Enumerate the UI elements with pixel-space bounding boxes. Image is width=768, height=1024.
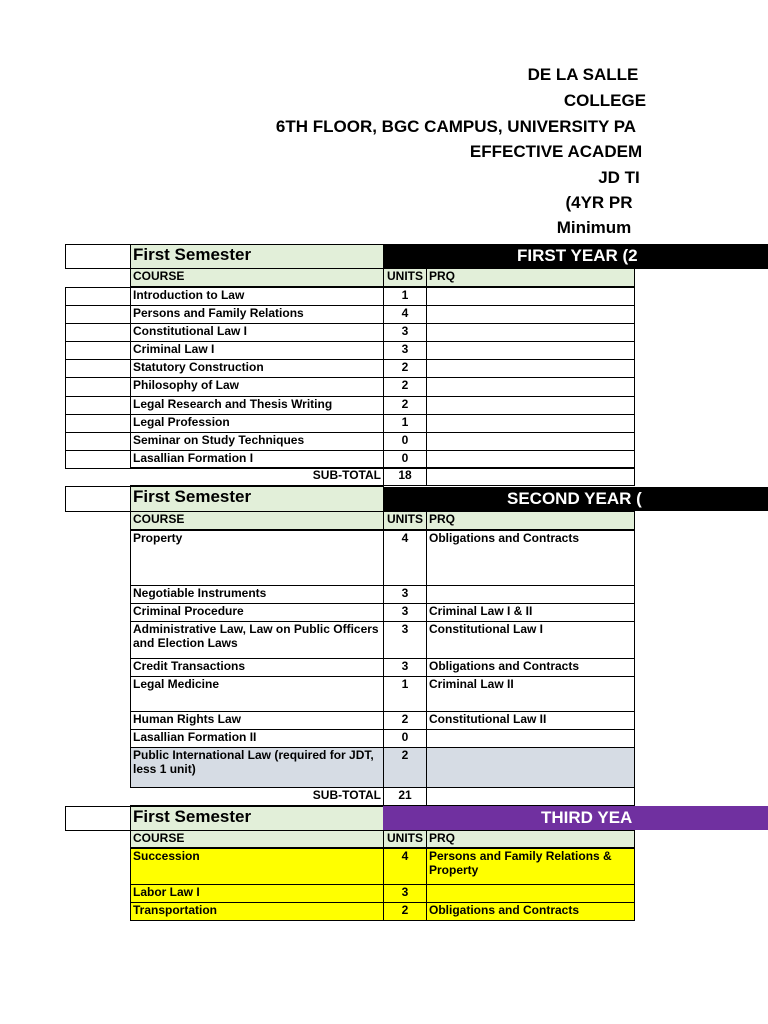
header-line-1: DE LA SALLE (527, 65, 639, 84)
course-prq (426, 323, 635, 342)
course-name: Philosophy of Law (130, 377, 384, 397)
course-name: Legal Research and Thesis Writing (130, 396, 384, 415)
year-bar (383, 244, 768, 269)
course-prq (426, 287, 635, 306)
col-header-course: COURSE (130, 268, 384, 287)
course-prq: Criminal Law II (426, 676, 635, 712)
course-units: 3 (383, 658, 427, 677)
course-prq: Obligations and Contracts (426, 658, 635, 677)
course-name: Persons and Family Relations (130, 305, 384, 324)
course-name: Criminal Law I (130, 341, 384, 360)
course-name: Transportation (130, 902, 384, 921)
year-bar (383, 806, 768, 830)
subtotal-value: 18 (383, 467, 427, 486)
semester-title: First Semester (130, 806, 384, 831)
course-prq (426, 747, 635, 788)
course-prq: Constitutional Law II (426, 711, 635, 730)
header-line-4: EFFECTIVE ACADEM (469, 142, 643, 161)
course-prq: Constitutional Law I (426, 621, 635, 659)
col-header-prq: PRQ (426, 268, 635, 287)
row-left-spacer (65, 486, 131, 512)
course-name: Property (130, 530, 384, 586)
course-units: 3 (383, 603, 427, 622)
semester-title: First Semester (130, 244, 384, 269)
course-units: 2 (383, 747, 427, 788)
course-units: 2 (383, 902, 427, 921)
course-name: Lasallian Formation II (130, 729, 384, 748)
course-units: 4 (383, 305, 427, 324)
row-left-spacer (65, 341, 131, 360)
year-bar (383, 487, 768, 511)
course-name: Legal Medicine (130, 676, 384, 712)
course-prq (426, 377, 635, 397)
row-left-spacer (65, 396, 131, 415)
row-left-spacer (65, 323, 131, 342)
course-name: Human Rights Law (130, 711, 384, 730)
course-units: 2 (383, 711, 427, 730)
course-name: Credit Transactions (130, 658, 384, 677)
header-line-7: Minimum (556, 218, 632, 237)
course-name: Statutory Construction (130, 359, 384, 378)
course-units: 0 (383, 432, 427, 451)
subtotal-prq (426, 467, 635, 486)
course-units: 1 (383, 287, 427, 306)
course-units: 1 (383, 414, 427, 433)
subtotal-prq (426, 787, 635, 806)
course-prq (426, 729, 635, 748)
course-prq: Persons and Family Relations & Property (426, 848, 635, 885)
row-left-spacer (65, 450, 131, 469)
course-prq: Obligations and Contracts (426, 902, 635, 921)
header-line-5: JD TI (598, 168, 640, 187)
course-name: Labor Law I (130, 884, 384, 903)
course-name: Criminal Procedure (130, 603, 384, 622)
row-left-spacer (65, 377, 131, 397)
course-name: Administrative Law, Law on Public Officers and Election Laws (130, 621, 384, 659)
course-name: Negotiable Instruments (130, 585, 384, 604)
col-header-prq: PRQ (426, 830, 635, 848)
course-name: Public International Law (required for JDT, less 1 unit) (130, 747, 384, 788)
course-units: 0 (383, 729, 427, 748)
course-units: 3 (383, 323, 427, 342)
row-left-spacer (65, 414, 131, 433)
subtotal-label: SUB-TOTAL (130, 467, 384, 486)
row-left-spacer (65, 287, 131, 306)
col-header-units: UNITS (383, 511, 427, 530)
row-left-spacer (65, 432, 131, 451)
row-left-spacer (65, 305, 131, 324)
course-name: Seminar on Study Techniques (130, 432, 384, 451)
course-name: Legal Profession (130, 414, 384, 433)
col-header-course: COURSE (130, 830, 384, 848)
course-units: 4 (383, 848, 427, 885)
course-prq (426, 414, 635, 433)
col-header-units: UNITS (383, 830, 427, 848)
col-header-prq: PRQ (426, 511, 635, 530)
course-units: 1 (383, 676, 427, 712)
course-prq: Obligations and Contracts (426, 530, 635, 586)
course-prq (426, 341, 635, 360)
year-label: FIRST YEAR (2 (517, 246, 638, 265)
col-header-course: COURSE (130, 511, 384, 530)
semester-title: First Semester (130, 486, 384, 512)
course-name: Introduction to Law (130, 287, 384, 306)
course-units: 3 (383, 884, 427, 903)
course-units: 2 (383, 359, 427, 378)
course-prq (426, 884, 635, 903)
header-line-3: 6TH FLOOR, BGC CAMPUS, UNIVERSITY PA (275, 117, 637, 136)
course-prq (426, 305, 635, 324)
course-units: 2 (383, 377, 427, 397)
course-units: 4 (383, 530, 427, 586)
course-prq (426, 396, 635, 415)
year-label: THIRD YEA (541, 808, 633, 827)
row-left-spacer (65, 244, 131, 269)
course-units: 3 (383, 585, 427, 604)
course-name: Constitutional Law I (130, 323, 384, 342)
course-prq (426, 432, 635, 451)
course-name: Lasallian Formation I (130, 450, 384, 469)
course-units: 0 (383, 450, 427, 469)
course-prq (426, 585, 635, 604)
course-units: 3 (383, 621, 427, 659)
subtotal-label: SUB-TOTAL (130, 787, 384, 806)
row-left-spacer (65, 359, 131, 378)
row-left-spacer (65, 806, 131, 831)
course-units: 2 (383, 396, 427, 415)
course-units: 3 (383, 341, 427, 360)
header-line-2: COLLEGE (563, 91, 647, 110)
course-name: Succession (130, 848, 384, 885)
subtotal-value: 21 (383, 787, 427, 806)
header-line-6: (4YR PR (565, 193, 633, 212)
year-label: SECOND YEAR ( (507, 489, 642, 508)
course-prq: Criminal Law I & II (426, 603, 635, 622)
col-header-units: UNITS (383, 268, 427, 287)
course-prq (426, 359, 635, 378)
